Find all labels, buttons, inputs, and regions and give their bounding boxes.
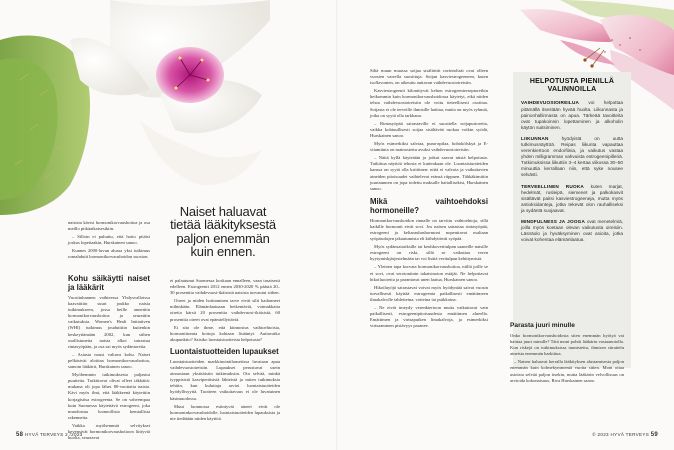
box-item-lead: LIIKUNNAN <box>521 135 549 141</box>
column-1 <box>68 220 150 263</box>
paragraph: Vaikka myöhemmät selvitykset kevensivät hormonikorvaushoitoon liittyviä huolia, seuraavat <box>68 422 150 441</box>
box-item <box>521 136 623 179</box>
column-1-section <box>68 270 150 443</box>
paragraph: Vuosituhannen vaihteessa Yhdysvalloissa kaavaittiin suuri joukko naisia tutkimukseen, jossa heille annettiin hormonikorvaushoitoa ja seurattiin vaikutuksia. Women's Healt Initiativen (WHI) tutkimus joudutttiin kuitenkin keskeyttämään 2002, kun siihen osallistuneita naisia alkoi sairastua rintasyöpään, ja osa sai myös sydäntoreita. <box>68 295 150 349</box>
paragraph: Kasviestrogeenit kilonittyvät kehon estrogeenireseptoreihin heikommin kuin hormonikorvaushoidossa käytetyt, eikä niiden tehoa vaihdevuosioireisiin ole voitu tieteellisesti osoittaa. Soijasta ei ole terveille ihmisille haittaa, mutta on myös ryhmiä, jotka on syytä olla tarkkana. <box>370 88 488 118</box>
box-item-lead: MINDFULNESS JA JOOGA <box>521 219 586 224</box>
column-3 <box>370 68 488 331</box>
box-title: HELPOTUSTA PIENILLÄ VALINNOILLA <box>529 78 615 94</box>
box-item <box>521 184 623 214</box>
paragraph: – Ne eivät imeydy verenkiertoon mutta vaikuttavat vain paikallisesti, estrogeenipitoisuudesta emättimen alueella. Emättimen ja virtsaputken limakalvoja, ja esimerkiksi virtsaaminen pistävyys paranee. <box>370 305 488 329</box>
section-heading: Mikä vaihtoehdoksi hormoneille? <box>370 196 488 215</box>
pull-quote: Naiset haluavat tietää lääkityksestä paljon enemmän kuin ennen. <box>170 204 276 260</box>
box-item-lead: VAIHDEVUOSIOIREILUA <box>521 100 580 106</box>
magazine-name: HYVÄ TERVEYS 2 /2023 <box>24 432 83 437</box>
box-item-text: hyödyistä on uutta tutkimusnäyttöä. Reipas liikunta vapauttaa verenkiertoon endorfiinia, ja vaikutus vastaa yhden milligramman vahvuista estrogeenipilleriä. Tutkimuksissa liikuttiin 3–4 kertaa viikossa 30–50 minuuttia kerrallaan niin, että syke nousee selvästi. <box>521 135 623 178</box>
column-2 <box>170 278 280 424</box>
paragraph: – Yleinen tapa korvata hormonikorvaushoitoa, niillä joille se ei sovi, ovat serotoniinin takaisinoton estäjät. Ne helpottavat hikoiluoireita ja parantavat unen laatua, Hurskainen sanoo. <box>370 264 488 282</box>
page-number: 58 <box>16 432 24 438</box>
paragraph: ei palautunut Suomessa koskaan ennalleen, vaan tasaisesti edelleen. Estrogeenit 2012 ennen 2030-2020 % päästä 20–30 prosenttia vaihdevuosi-ikäisistä naisista turvautui siihen. <box>170 278 280 296</box>
paragraph: Oireet ja niiden hoittaminen tarve eivät silti kadonneet mihinkään. Elämänlaatuaan heikentäviä, voimakkaita oireita kärsii 20 prosenttia vaihdevuosi-ikäisistä, 60 prosenttia oireet ovat epämiellyttäviä. <box>170 298 280 322</box>
box-item <box>521 100 623 130</box>
magazine-name: © 2023 HYVÄ TERVEYS <box>592 432 650 437</box>
paragraph: – Rintasyöpää sairastaville ei suositella soijapurtoreita, vaikka kohtuullisesti soijaa sisältävää ruokaa voikin syödä, Hurskainen sanoo. <box>370 120 488 138</box>
folio-right <box>592 432 658 438</box>
column-5 <box>510 318 624 386</box>
paragraph: – Silloin ei puhuttu, että hoito pitäisi joskus lopettaakin, Hurskainen sanoo. <box>68 234 150 246</box>
paragraph: naisista kävisi hormonikorvaushoitoa ja osa meillo pitkäaikaisesikiin. <box>68 220 150 232</box>
box-item-text: kuten marjat, hedelmät, rusleipä, siemenet ja palkokasvit sisältävät paitsi kasviestrogeeneja, mutta myös antioksidanteja, jotka tekevät olon rauhalliseksi ja sydäntä suojaavat. <box>521 183 624 213</box>
paragraph: Onko hormonikorvaushoidosta siten enemmän hyötyä vai haittaa juuri minulle? Tätä moni pohtii lääkärin vastaanotolla. Kun riskejä on tutkimuksissa tunnistettu, ihmisen sitrattelu aineista enemmän harkittua. <box>510 333 624 357</box>
box-item <box>521 219 623 243</box>
folio-left <box>16 432 83 438</box>
paragraph: Myös esimerkiksi salviaa, puna-apilaa, bohokölskyä ja E-vitamiinia on mainostettu avuksi vaihdevuosioireisiin. <box>370 141 488 153</box>
paragraph: – Näitä kyllä käytetään ja jotkut saavat niistä helpotusta. Tutkittua näyttöä tehosta ei kuitenkaan ole. Luontaistuotteiden kanssa on syytä olla kriittinen: niitä ei valvota ja vaikuttavien aineiden pitoisuudet vaihtelevat eränsä riippuen. Tähkäkimiitin juurtaunnen on jopa todettu maksalle haitallisekisi, Hurskainen sanoo. <box>370 155 488 191</box>
box-item-lead: TERVEELLINEN RUOKA <box>521 183 584 189</box>
paragraph: Kunnes 2000-luvun alussa yksi tutkimus romahdutti hormonikorvaushoidon suosion. <box>68 248 150 260</box>
paragraph: Luontaistuotteiden markkinointilausetissa luvataan apua vaihdevuosioireisiin. Lupaukset perustuvat usein ainoastaan yksittäisiin tutkimuksiin. Ota selvää, minkä tyyppisistä kasviperäisistä lähteistä ja miten tutkimuksia tehtiin, kun kuluttaja arvioi luontaistuotteiden hyödyllisyyttä. Tuotteen vaikuttavuus ei ole luvatuinen käsimuodossa. <box>170 358 280 401</box>
page-gutter <box>336 0 338 450</box>
section-heading: Parasta juuri minulle <box>510 322 575 329</box>
paragraph: Hikoiluyöjä sairastavat voivat myös hyödyntää saivat vuosin turvallisesti käyttää estrogeenia paikallisesti emättimeen ilmakalvolle tabletteina, voiteina tai puikkoina. <box>370 284 488 302</box>
paragraph: – Asiasta nousi valtava kohu. Naiset pelkäsivät aloittaa hormonikorvaushoitoa, samoin lääkärit, Hurskainen sanoo. <box>68 351 150 370</box>
paragraph: – Naisen haluavat kerralla lääkityksen alustamisesta paljon enemmän kuin kolmekymmentä vuotta sitten. Moni ottaa asioista selvää paljon itsekin, mutta lääkärin velvollisuus on arvioida kokonaisuus, Riva Hurskainen sanoo. <box>510 359 624 383</box>
paragraph: Myöhemmin tutkimuksesta paljastui puutteita. Tutkittavat olivat olleet iäkkäitä: mukana oli jopa lähes 80-vuotiaita naisia. Kävi myös ilmi, että lääkkeenä käytettiin korjagisitsa estrogeenia. Se on vahvempaa kuin Suomessa käytettävä estrogeeni, joka muodostaa luonnollisia kemiallisia rakenneita. <box>68 372 150 420</box>
section-heading: Luontaistuotteiden lupaukset <box>170 346 279 356</box>
box-item-text: ovat menetelmiä, joilla myös koetaan olevan vaikutusta oireisiin. Läsnäolo ja hyväksyminen ovat asioita, jotka voivat kohentaa elämänlaatua. <box>521 219 623 243</box>
box-item-text: voi helpottaa pitämällä itsestään hyvää huolta. Liikunnasta ja painonhallinnasta on apua. Tärkeää tavoitteita ovat tupakoinnin lopettaminen ja alkoholin käytön suitsiminen. <box>521 100 623 130</box>
paragraph: Muut luonnossa esiintyvät aineet eivät ole hormoninkorvaushoidolle, luontaistuotteiden lupauksista ja nie tiedätään niiden käyttöä. <box>170 403 280 421</box>
paragraph: Siltä muun muassa soijaa sisältävät ravintolisät ovat olleen vuosien varrella suosittuja. Soijan kasviestrogeeneen, kuten isoflavonien, on aikeuttu auttavan vaihdevuosioireisiin. <box>370 68 488 86</box>
paragraph: Hormonikorvaushoidon rinnalle on tarvittu vaihtoehtoja, sillä kaikille hormonit eivät sovi. Jos naisen sairastaa rintasyöpää, estrogeeni ja keltarauhashormoni nopeuttavat osaltaan syöpäsolujen jakautumista eli kiihdyttävät syöpää. <box>370 217 488 242</box>
page-number: 59 <box>650 432 658 438</box>
section-heading: Kohu säikäytti naiset ja lääkärit <box>68 274 150 292</box>
paragraph: Myös sydänsairaiksille tai keuhkoveritulpan saaneille naisille estrogeeni on riski, sillä se vaikuttaa veren hyytymiskjärjestelmään tai voi lisätä veritulpan kehittymistä. <box>370 244 488 262</box>
paragraph: Et sito ole ihme, että kiinnostus vaihtoehtoisia, hormonittomia hoitoja kohtaan lisääntyi. Auttavatko akupunktio? Saisiko luontaistuotteista helpotusta? <box>170 324 280 342</box>
